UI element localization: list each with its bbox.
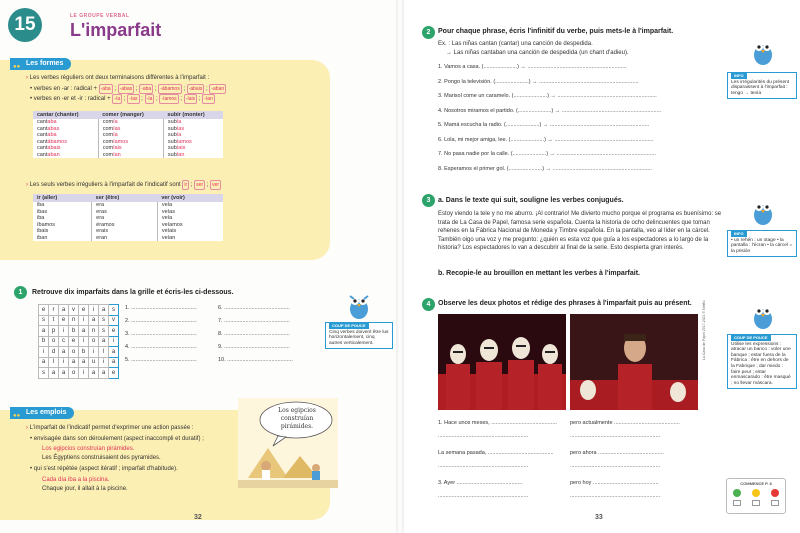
- grid-cell[interactable]: b: [69, 326, 79, 337]
- table-cell: subía: [163, 132, 223, 139]
- chapter-kicker: LE GROUPE VERBAL: [70, 13, 130, 19]
- table-header: ver (voir): [157, 194, 223, 202]
- exercise-4-line[interactable]: 1. Hace unos meses, ...........................................: [438, 420, 557, 426]
- er-ir-endings-line: • verbes en -er et -ir : radical + -ía ; -ías ; -ía ; -íamos ; -íais ; -ían: [30, 96, 213, 102]
- page-number-left: 32: [194, 514, 202, 521]
- exercise-2-number: 2: [422, 26, 435, 39]
- grid-cell[interactable]: n: [89, 326, 99, 337]
- owl-mascot-icon: [750, 196, 776, 226]
- table-cell: era: [92, 215, 158, 222]
- exercise-4-line[interactable]: 3. Ayer ...........................................: [438, 480, 523, 486]
- grid-cell[interactable]: t: [49, 315, 59, 326]
- ending-box: -íais: [185, 96, 196, 102]
- answer-line[interactable]: 2. ...........................................: [125, 318, 197, 324]
- grid-cell[interactable]: a: [99, 305, 109, 316]
- exercise-2-item[interactable]: 6. Lola, mi mejor amiga, lee. (......................) → .................................................................: [438, 136, 654, 143]
- table-cell: veía: [157, 202, 223, 209]
- ending-box: -ía: [114, 96, 121, 102]
- table-cell: cantábamos: [37, 138, 67, 145]
- ar-endings-line: • verbes en -ar : radical + -aba ; -abas ; -aba ; -ábamos ; -abais ; -aban: [30, 86, 225, 92]
- grid-cell[interactable]: a: [59, 305, 69, 316]
- grid-cell[interactable]: a: [99, 336, 109, 347]
- smiley-bad-icon[interactable]: [771, 489, 779, 497]
- table-cell: subía: [163, 119, 223, 126]
- speech-bubble-text: Los egipcios construían pirámides.: [278, 407, 316, 430]
- exercise-4-line[interactable]: pero ahora ...........................................: [570, 450, 664, 456]
- emplois-intro: › L'imparfait de l'indicatif permet d'exprimer une action passée :: [26, 425, 194, 431]
- table-cell: veías: [157, 209, 223, 216]
- table-cell: íbamos: [37, 221, 56, 228]
- table-cell: veía: [157, 215, 223, 222]
- checkbox[interactable]: [733, 500, 741, 506]
- ending-box: -aban: [211, 86, 225, 92]
- exercise-2-item[interactable]: 3. Marisol come un caramelo. (......................) → .................................................................: [438, 93, 657, 99]
- answer-line[interactable]: 7. ...........................................: [218, 318, 290, 324]
- ending-box: -aba: [141, 86, 152, 92]
- table-cell: eran: [92, 235, 158, 242]
- emplois-point-1: • envisagée dans son déroulement (aspect inaccompli et duratif) ;: [30, 436, 204, 442]
- grid-cell[interactable]: s: [99, 326, 109, 337]
- exercise-4-number: 4: [422, 298, 435, 311]
- table-row: [33, 235, 223, 242]
- exercise-2-example-answer: → Las niñas cantaban una canción de despedida (un chant d'adieu).: [446, 50, 629, 56]
- exercise-2-item[interactable]: 7. No pasa nadie por la calle. (......................) → .................................................................: [438, 151, 656, 157]
- grid-cell[interactable]: c: [59, 336, 69, 347]
- example-es-2: Cada día iba a la piscina.: [42, 477, 110, 483]
- example-fr-1: Les Égyptiens construisaient des pyramides.: [42, 455, 161, 461]
- table-cell: cantabas: [37, 125, 60, 132]
- table-cell: comía: [98, 119, 163, 126]
- grid-cell[interactable]: r: [49, 305, 59, 316]
- example-fr-2: Chaque jour, il allait à la piscine.: [42, 486, 128, 492]
- table-cell: éramos: [92, 222, 158, 229]
- exercise-4-line[interactable]: pero actualmente ...........................................: [570, 420, 680, 426]
- ending-box: -ía: [146, 96, 153, 102]
- photo-robbers-inside: [438, 314, 566, 410]
- grid-cell[interactable]: e: [79, 305, 89, 316]
- table-header: comer (manger): [98, 111, 163, 119]
- grid-cell[interactable]: d: [49, 347, 59, 358]
- grid-cell[interactable]: v: [109, 315, 119, 326]
- ending-box: ver: [212, 182, 220, 188]
- grid-cell[interactable]: o: [69, 347, 79, 358]
- table-cell: veíais: [157, 228, 223, 235]
- grid-cell[interactable]: i: [59, 357, 69, 368]
- exercise-2-item[interactable]: 5. Mamá escucha la radio. (......................) → .................................................................: [438, 122, 650, 128]
- grid-cell[interactable]: a: [79, 326, 89, 337]
- photo-leader-unmasked: [570, 314, 698, 410]
- grid-cell[interactable]: l: [49, 357, 59, 368]
- grid-cell[interactable]: a: [39, 357, 49, 368]
- grid-cell[interactable]: p: [49, 326, 59, 337]
- table-header: ser (être): [92, 194, 158, 202]
- table-cell: subían: [163, 152, 223, 159]
- exercise-2-item[interactable]: 4. Nosotros miramos el partido. (......................) → .................................................................: [438, 107, 662, 114]
- grid-cell[interactable]: a: [59, 347, 69, 358]
- exercise-2-item[interactable]: 8. Esperamos el primer gol. (......................) → .................................................................: [438, 165, 652, 172]
- table-cell: ibais: [37, 228, 49, 234]
- answer-line[interactable]: 6. ...........................................: [218, 305, 290, 311]
- grid-cell[interactable]: a: [59, 368, 69, 379]
- smiley-good-icon[interactable]: [733, 489, 741, 497]
- grid-cell[interactable]: v: [69, 305, 79, 316]
- owl-mascot-icon: [750, 36, 776, 66]
- grid-cell[interactable]: i: [59, 326, 69, 337]
- table-cell: comían: [98, 152, 163, 159]
- table-cell: subíais: [163, 145, 223, 152]
- answer-line[interactable]: 9. ...........................................: [218, 344, 290, 350]
- self-eval-label: COMMENCE P. 8: [740, 481, 772, 486]
- answer-line[interactable]: 5. ...........................................: [125, 357, 197, 363]
- answer-line[interactable]: 10. ...........................................: [218, 357, 293, 363]
- table-cell: era: [92, 202, 158, 209]
- owl-mascot-icon: [346, 290, 372, 320]
- grid-cell[interactable]: n: [69, 315, 79, 326]
- example-es-1: Los egipcios construían pirámides.: [42, 446, 135, 452]
- table-cell: comía: [98, 132, 163, 139]
- info-note-2: INFO • un rehén : un otage • la pantalla : l'écran • la cárcel = la prisión: [727, 230, 797, 257]
- ending-box: -abas: [119, 86, 133, 92]
- grid-cell[interactable]: a: [99, 368, 109, 379]
- table-cell: veíamos: [157, 222, 223, 229]
- table-header: ir (aller): [33, 194, 92, 202]
- ending-box: -ábamos: [160, 86, 180, 92]
- table-cell: erais: [92, 228, 158, 235]
- grid-cell[interactable]: e: [59, 315, 69, 326]
- grid-cell[interactable]: s: [109, 305, 119, 316]
- grid-cell[interactable]: e: [69, 336, 79, 347]
- ending-box: -íamos: [161, 96, 177, 102]
- table-cell: cantaba: [37, 119, 57, 125]
- ending-box: -ías: [129, 96, 138, 102]
- formes-label: ●● Les formes: [10, 58, 71, 70]
- unit-number-badge: 15: [8, 8, 42, 42]
- grid-cell[interactable]: a: [49, 368, 59, 379]
- grid-cell[interactable]: a: [79, 357, 89, 368]
- ending-box: ir: [184, 182, 188, 188]
- grid-cell[interactable]: i: [99, 357, 109, 368]
- exercise-3b-heading: b. Recopie-le au brouillon en mettant les verbes à l'imparfait.: [438, 270, 640, 277]
- ending-box: -ían: [204, 96, 213, 102]
- table-cell: comíais: [98, 145, 163, 152]
- owl-mascot-icon: [750, 300, 776, 330]
- irregular-conjugation-table: [33, 194, 223, 241]
- exercise-4-line[interactable]: ...........................................................: [570, 463, 661, 469]
- regular-conjugation-table: [33, 111, 223, 158]
- irregular-intro: › Les seuls verbes irréguliers à l'imparfait de l'indicatif sont ir ; ser ; ver: [26, 182, 220, 188]
- exercise-1-heading: Retrouve dix imparfaits dans la grille et écris-les ci-dessous.: [32, 289, 234, 296]
- table-cell: cantaba: [37, 132, 57, 138]
- grid-cell[interactable]: i: [79, 368, 89, 379]
- smiley-medium-icon[interactable]: [752, 489, 760, 497]
- table-cell: ibas: [37, 208, 48, 215]
- exercise-4-line[interactable]: ...........................................................: [570, 433, 661, 439]
- grid-cell[interactable]: o: [89, 336, 99, 347]
- grid-cell[interactable]: e: [109, 326, 119, 337]
- grid-cell[interactable]: l: [99, 347, 109, 358]
- grid-cell[interactable]: i: [109, 336, 119, 347]
- grid-cell[interactable]: a: [69, 357, 79, 368]
- grid-cell[interactable]: i: [79, 336, 89, 347]
- table-header: subir (monter): [163, 111, 223, 119]
- exercise-3-number: 3: [422, 194, 435, 207]
- emplois-point-2: • qui s'est répétée (aspect itératif ; imparfait d'habitude).: [30, 466, 178, 472]
- table-cell: iba: [37, 215, 45, 221]
- ending-box: ser: [196, 182, 204, 188]
- checkbox[interactable]: [771, 500, 779, 506]
- left-page: [0, 0, 398, 533]
- photo-credit: La Casa de Papel 2017-2021 © Netflix: [702, 300, 706, 360]
- grid-cell[interactable]: s: [39, 368, 49, 379]
- grid-cell[interactable]: i: [89, 305, 99, 316]
- grid-cell[interactable]: s: [99, 315, 109, 326]
- exercise-4-line[interactable]: pero hoy ...........................................: [570, 480, 659, 486]
- exercise-4-line[interactable]: ...........................................................: [438, 463, 529, 469]
- grid-cell[interactable]: o: [69, 368, 79, 379]
- grid-cell[interactable]: a: [109, 357, 119, 368]
- grid-cell[interactable]: b: [39, 336, 49, 347]
- table-header: cantar (chanter): [33, 111, 98, 119]
- ending-box: -abais: [188, 86, 203, 92]
- table-cell: comíamos: [98, 139, 163, 146]
- exercise-4-line[interactable]: ...........................................................: [570, 493, 661, 499]
- grid-cell[interactable]: o: [49, 336, 59, 347]
- table-cell: cantabais: [37, 145, 61, 151]
- grid-cell[interactable]: i: [79, 315, 89, 326]
- coup-de-pouce-note-2: COUP DE POUCE Utilise les expressions : atracar un banco : voler une banque ; estar fuera de la Fábrica : être en dehors de la Fabrique ; dar miedo : faire peur ; estar enmascarado : être masqué ; no llevar máscara.: [727, 334, 797, 389]
- page-number-right: 33: [595, 514, 603, 521]
- grid-cell[interactable]: a: [89, 315, 99, 326]
- exercise-2-example: Ex. : Las niñas cantan (cantar) una canción de despedida.: [438, 41, 593, 47]
- checkbox[interactable]: [752, 500, 760, 506]
- formes-intro: › Les verbes réguliers ont deux terminaisons différentes à l'imparfait :: [26, 75, 210, 81]
- exercise-3a-heading: a. Dans le texte qui suit, souligne les verbes conjugués.: [438, 197, 624, 204]
- exercise-2-item[interactable]: 2. Pongo la televisión. (......................) → .................................................................: [438, 78, 639, 85]
- exercise-3-text[interactable]: Estoy viendo la tele y no me aburro. ¡Al contrario! Me divierto mucho porque el programa es buenísimo: se trata de La Casa de Papel, famosa serie española. Cuenta la historia de ocho delincuentes que toman rehenes en la Fábrica Nacional de Moneda y Timbre española. En la pantalla, veo al líder en la cárcel. También oigo una voz y me pregunto: ¿quién es esta voz que guía a los espectadores a lo largo de la historia? Los espectadores lo van a descubrir al final de la serie. Esto despierta gran interés.: [438, 211, 722, 251]
- grid-cell[interactable]: a: [109, 347, 119, 358]
- grid-cell[interactable]: u: [89, 357, 99, 368]
- grid-cell[interactable]: b: [79, 347, 89, 358]
- grid-cell[interactable]: e: [39, 305, 49, 316]
- table-cell: comías: [98, 126, 163, 133]
- answer-line[interactable]: 4. ...........................................: [125, 344, 197, 350]
- exercise-4-heading: Observe les deux photos et rédige des phrases à l'imparfait puis au présent.: [438, 300, 692, 307]
- exercise-1-number: 1: [14, 286, 27, 299]
- info-note-1: INFO Les irrégularités du présent disparaissent à l'imparfait : tengo → tenía: [727, 72, 797, 99]
- exercise-4-line[interactable]: La semana pasada, ...........................................: [438, 450, 554, 456]
- self-evaluation-box[interactable]: [726, 478, 786, 514]
- answer-line[interactable]: 1. ...........................................: [125, 305, 197, 311]
- exercise-2-item[interactable]: 1. Vamos a casa. (......................) → .................................................................: [438, 64, 627, 70]
- emplois-label: ●● Les emplois: [10, 407, 74, 419]
- coup-de-pouce-note-1: COUP DE POUCE Cinq verbes doivent être lus horizontalement, cinq autres verticalement.: [325, 322, 393, 349]
- table-cell: veían: [157, 235, 223, 242]
- grid-cell[interactable]: a: [39, 326, 49, 337]
- table-cell: cantaban: [37, 151, 60, 158]
- exercise-4-line[interactable]: ...........................................................: [438, 493, 529, 499]
- exercise-2-heading: Pour chaque phrase, écris l'infinitif du verbe, puis mets-le à l'imparfait.: [438, 28, 674, 35]
- grid-cell[interactable]: a: [89, 368, 99, 379]
- exercise-4-line[interactable]: ...........................................................: [438, 433, 529, 439]
- grid-cell[interactable]: s: [39, 315, 49, 326]
- table-cell: eras: [92, 209, 158, 216]
- grid-cell[interactable]: e: [109, 368, 119, 379]
- answer-line[interactable]: 8. ...........................................: [218, 331, 290, 337]
- table-row: [33, 152, 223, 159]
- answer-line[interactable]: 3. ...........................................: [125, 331, 197, 337]
- table-cell: subíamos: [163, 139, 223, 146]
- grid-cell[interactable]: i: [89, 347, 99, 358]
- page-title: L'imparfait: [70, 20, 162, 40]
- table-cell: iba: [37, 202, 45, 208]
- grid-cell[interactable]: i: [39, 347, 49, 358]
- word-search-grid[interactable]: [38, 304, 119, 379]
- table-cell: iban: [37, 234, 48, 241]
- right-page: [402, 0, 800, 533]
- ending-box: -aba: [100, 86, 111, 92]
- table-cell: subías: [163, 126, 223, 133]
